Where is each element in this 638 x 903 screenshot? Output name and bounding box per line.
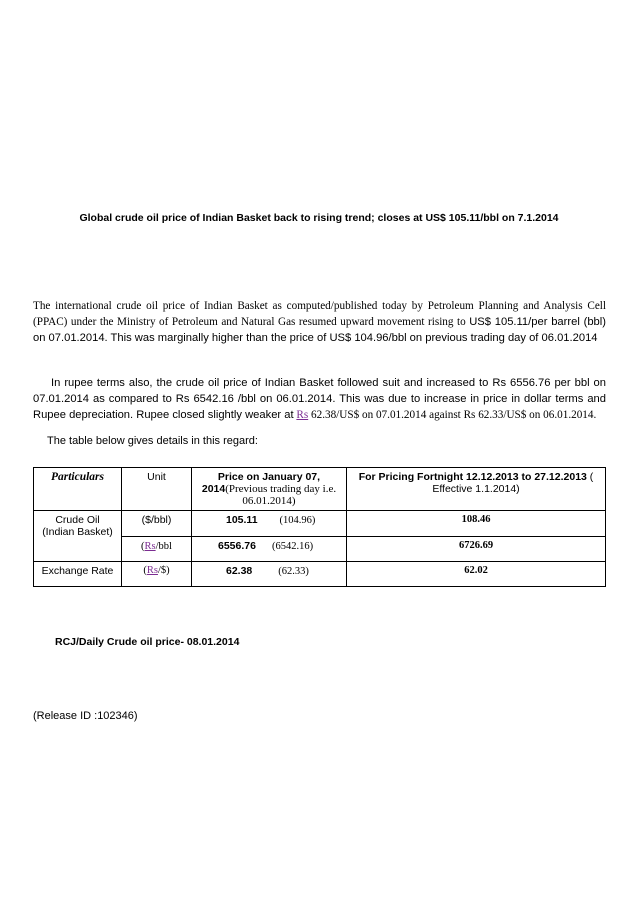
paragraph-rupee: [33, 375, 606, 423]
price-usd: 105.11: [226, 514, 258, 526]
unit-exchange-open: (: [143, 565, 147, 576]
header-price-main: Price on January 07, 2014: [201, 471, 321, 495]
header-price: [192, 468, 347, 511]
header-particulars: Particulars: [34, 468, 122, 511]
unit-rs-link[interactable]: Rs: [144, 540, 156, 552]
price-rs: 6556.76: [218, 539, 256, 552]
header-fortnight-sub: ( Effective 1.1.2014): [432, 471, 594, 495]
unit-exchange: [122, 562, 192, 587]
rcj-footer: RCJ/Daily Crude oil price- 08.01.2014: [55, 636, 240, 648]
fortnight-usd: 108.46: [347, 511, 606, 537]
paragraph-rupee-serif: 62.38/US$ on 07.01.2014 against Rs 62.33/US$ on 06.01.2014.: [311, 409, 597, 421]
crude-oil-label: Crude Oil (Indian Basket): [34, 511, 122, 562]
unit-usd: ($/bbl): [122, 511, 192, 537]
price-table: [33, 467, 606, 587]
unit-exchange-link[interactable]: Rs: [146, 565, 158, 576]
table-row: [34, 562, 606, 587]
paragraph-rupee-sans: In rupee terms also, the crude oil price of Indian Basket followed suit and increased to Rs 6556.76 per bbl on 07.01.2014 as compared to Rs 6542.16 /bbl on 06.01.2014. This was due to increase in price in dollar terms and Rupee depreciation. Rupee closed slightly weaker at: [33, 377, 606, 421]
price-rs-cell: [192, 536, 347, 562]
prev-usd: (104.96): [279, 515, 316, 526]
table-row: [34, 511, 606, 537]
fortnight-exchange: 62.02: [347, 562, 606, 587]
table-header-row: [34, 468, 606, 511]
price-exchange: 62.38: [226, 565, 253, 577]
unit-rs-rest: /bbl: [155, 540, 172, 552]
paragraph-intro-sans: US$ 105.11/per barrel (bbl) on 07.01.2014. This was marginally higher than the price of US$ 104.96/bbl on previous trading day of 06.01.2014: [33, 316, 606, 344]
paragraph-intro-serif: The international crude oil price of Indian Basket as computed/published today by Petroleum Planning and Analysis Cell (PPAC) under the Ministry of Petroleum and Natural Gas resumed upward movement rising to: [33, 300, 606, 328]
header-unit: Unit: [122, 468, 192, 511]
price-exchange-cell: [192, 562, 347, 587]
header-fortnight: [347, 468, 606, 511]
paragraph-table-intro: [33, 433, 606, 449]
header-price-sub: (Previous trading day i.e. 06.01.2014): [225, 483, 337, 507]
fortnight-rs: 6726.69: [347, 536, 606, 562]
unit-exchange-rest: /$): [157, 565, 170, 576]
release-id: (Release ID :102346): [33, 710, 138, 722]
price-usd-cell: [192, 511, 347, 537]
exchange-rate-label: Exchange Rate: [34, 562, 122, 587]
table-intro-text: The table below gives details in this regard:: [47, 435, 258, 447]
header-fortnight-main: For Pricing Fortnight 12.12.2013 to 27.12.2013: [358, 471, 587, 483]
unit-rs: (Rs/bbl: [122, 536, 192, 562]
prev-rs: (6542.16): [271, 540, 314, 552]
paragraph-intro: [33, 298, 606, 346]
rs-link[interactable]: Rs: [296, 409, 309, 421]
prev-exchange: (62.33): [278, 566, 309, 577]
page-title: Global crude oil price of Indian Basket back to rising trend; closes at US$ 105.11/bbl on 7.1.2014: [79, 212, 559, 224]
